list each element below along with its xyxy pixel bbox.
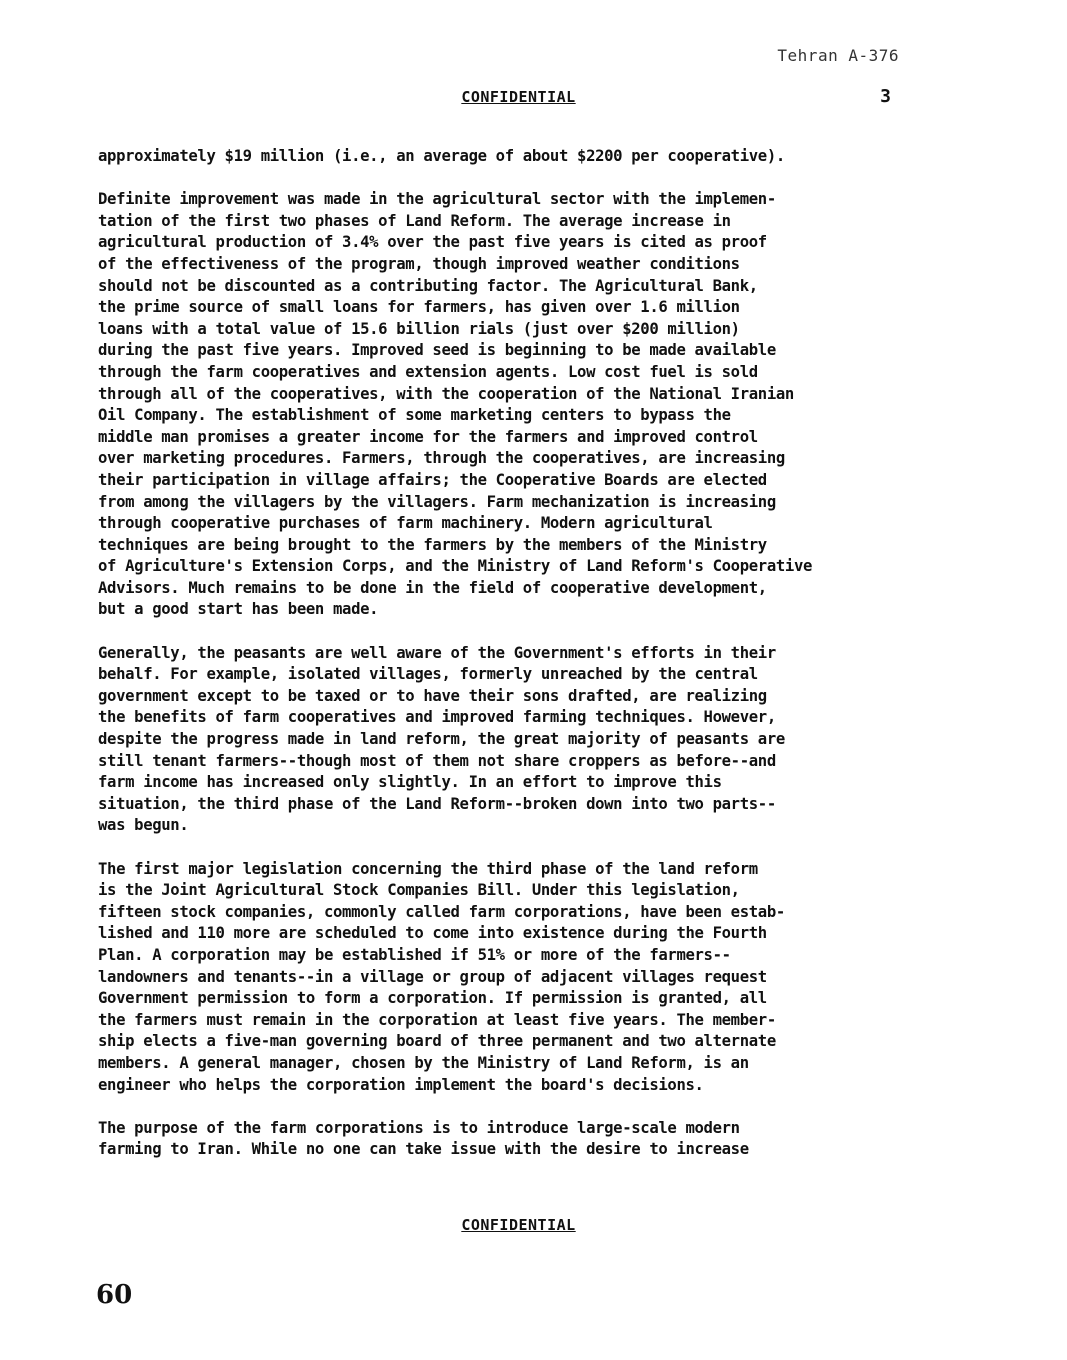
paragraph-3: Generally, the peasants are well aware of the Government's efforts in their behalf. For example, isolated villages, formerly unreached by the central government except to be taxed or to have their sons drafted, are realizing the benefits of farm cooperatives and improved farming techniques. However, despite the progress made in land reform, the great majority of peasants are still tenant farmers--though most of them not share croppers as before--and farm income has increased only slightly. In an effort to improve this situation, the third phase of the Land Reform--broken down into two parts-- was begun. [98, 643, 785, 835]
document-reference: Tehran A-376 [777, 46, 899, 65]
paragraph-5: The purpose of the farm corporations is to introduce large-scale modern farming to Iran. While no one can take issue with the desire to increase [98, 1118, 749, 1159]
paragraph-4: The first major legislation concerning the third phase of the land reform is the Joint Agricultural Stock Companies Bill. Under this legislation, fifteen stock companies, commonly called farm corporations, have been estab- lished and 110 more are scheduled to come into existence during the Fourth Plan. A corporation may be established if 51% or more of the farmers-- landowners and tenants--in a village or group of adjacent villages request Government permission to form a corporation. If permission is granted, all the farmers must remain in the corporation at least five years. The member- ship elects a five-man governing board of three permanent and two alternate members. A general manager, chosen by the Ministry of Land Reform, is an engineer who helps the corporation implement the board's decisions. [98, 859, 785, 1094]
classification-header: CONFIDENTIAL [461, 88, 576, 106]
document-body [98, 146, 948, 1183]
paragraph-2: Definite improvement was made in the agricultural sector with the implemen- tation of the first two phases of Land Reform. The average increase in agricultural production of 3.4% over the past five years is cited as proof of the effectiveness of the program, though improved weather conditions should not be discounted as a contributing factor. The Agricultural Bank, the prime source of small loans for farmers, has given over 1.6 million loans with a total value of 15.6 billion rials (just over $200 million) during the past five years. Improved seed is beginning to be made available through the farm cooperatives and extension agents. Low cost fuel is sold through all of the cooperatives, with the cooperation of the National Iranian Oil Company. The establishment of some marketing centers to bypass the middle man promises a greater income for the farmers and improved control over marketing procedures. Farmers, through the cooperatives, are increasing their participation in village affairs; the Cooperative Boards are elected from among the villagers by the villagers. Farm mechanization is increasing through cooperative purchases of farm machinery. Modern agricultural techniques are being brought to the farmers by the members of the Ministry of Agriculture's Extension Corps, and the Ministry of Land Reform's Cooperative Advisors. Much remains to be done in the field of cooperative development, but a good start has been made. [98, 190, 813, 619]
folio-number: 60 [96, 1280, 133, 1310]
paragraph-1: approximately $19 million (i.e., an average of about $2200 per cooperative). [98, 147, 785, 165]
page-number: 3 [880, 86, 891, 107]
classification-footer: CONFIDENTIAL [461, 1216, 576, 1234]
